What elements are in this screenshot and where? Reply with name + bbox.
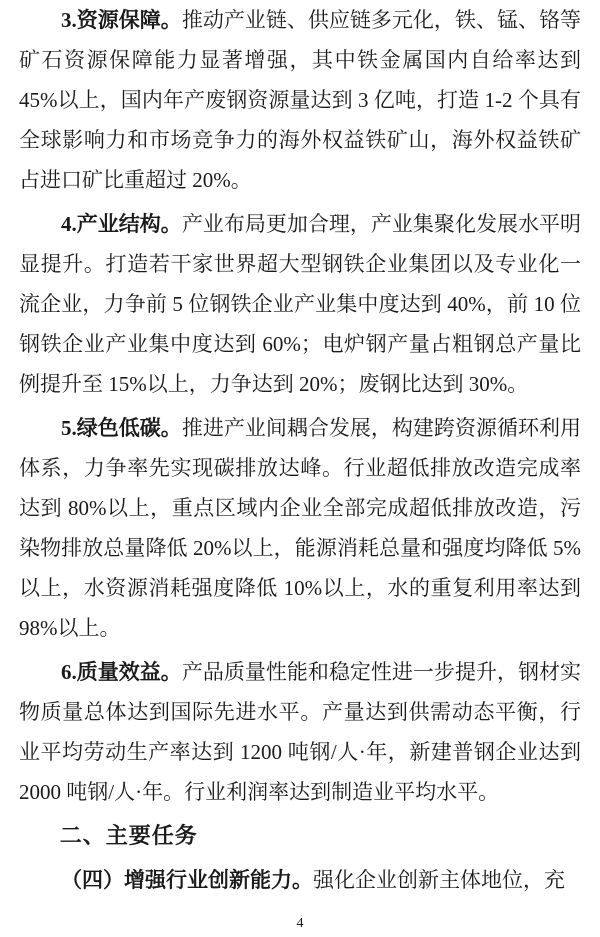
subsection-label: （四）增强行业创新能力。 [61, 868, 313, 892]
paragraph-label: 6.质量效益。 [61, 660, 182, 684]
paragraph-text: 推进产业间耦合发展，构建跨资源循环利用体系，力争率先实现碳排放达峰。行业超低排放改造完成率达到 80%以上，重点区域内企业全部完成超低排放改造，污染物排放总量降低 20%以上，能源消耗总量和强度均降低 5%以上，水资源消耗强度降低 10%以上，水的重复利用率达到 98%以上。 [19, 416, 581, 640]
paragraph-industry-structure [19, 204, 581, 404]
paragraph-innovation-capability [19, 860, 581, 900]
paragraph-resource-guarantee [19, 0, 581, 200]
paragraph-text: 推动产业链、供应链多元化，铁、锰、铬等矿石资源保障能力显著增强，其中铁金属国内自给率达到 45%以上，国内年产废钢资源量达到 3 亿吨，打造 1-2 个具有全球影响力和市场竞争力的海外权益铁矿山，海外权益铁矿占进口矿比重超过 20%。 [19, 8, 581, 192]
paragraph-text: 产业布局更加合理，产业集聚化发展水平明显提升。打造若干家世界超大型钢铁企业集团以及专业化一流企业，力争前 5 位钢铁企业产业集中度达到 40%，前 10 位钢铁企业产业集中度达到 60%；电炉钢产量占粗钢总产量比例提升至 15%以上，力争达到 20%；废钢比达到 30%。 [19, 212, 581, 396]
paragraph-label: 3.资源保障。 [61, 8, 182, 32]
section-heading-main-tasks: 二、主要任务 [59, 823, 198, 848]
paragraph-label: 4.产业结构。 [61, 212, 182, 236]
page-number: 4 [296, 916, 304, 931]
paragraph-quality-benefit [19, 652, 581, 812]
paragraph-text: 产品质量性能和稳定性进一步提升，钢材实物质量总体达到国际先进水平。产量达到供需动态平衡，行业平均劳动生产率达到 1200 吨钢/人·年，新建普钢企业达到 2000 吨钢/人·年。行业利润率达到制造业平均水平。 [19, 660, 581, 804]
paragraph-green-low-carbon [19, 408, 581, 648]
subsection-text: 强化企业创新主体地位，充 [313, 868, 565, 892]
paragraph-label: 5.绿色低碳。 [61, 416, 182, 440]
